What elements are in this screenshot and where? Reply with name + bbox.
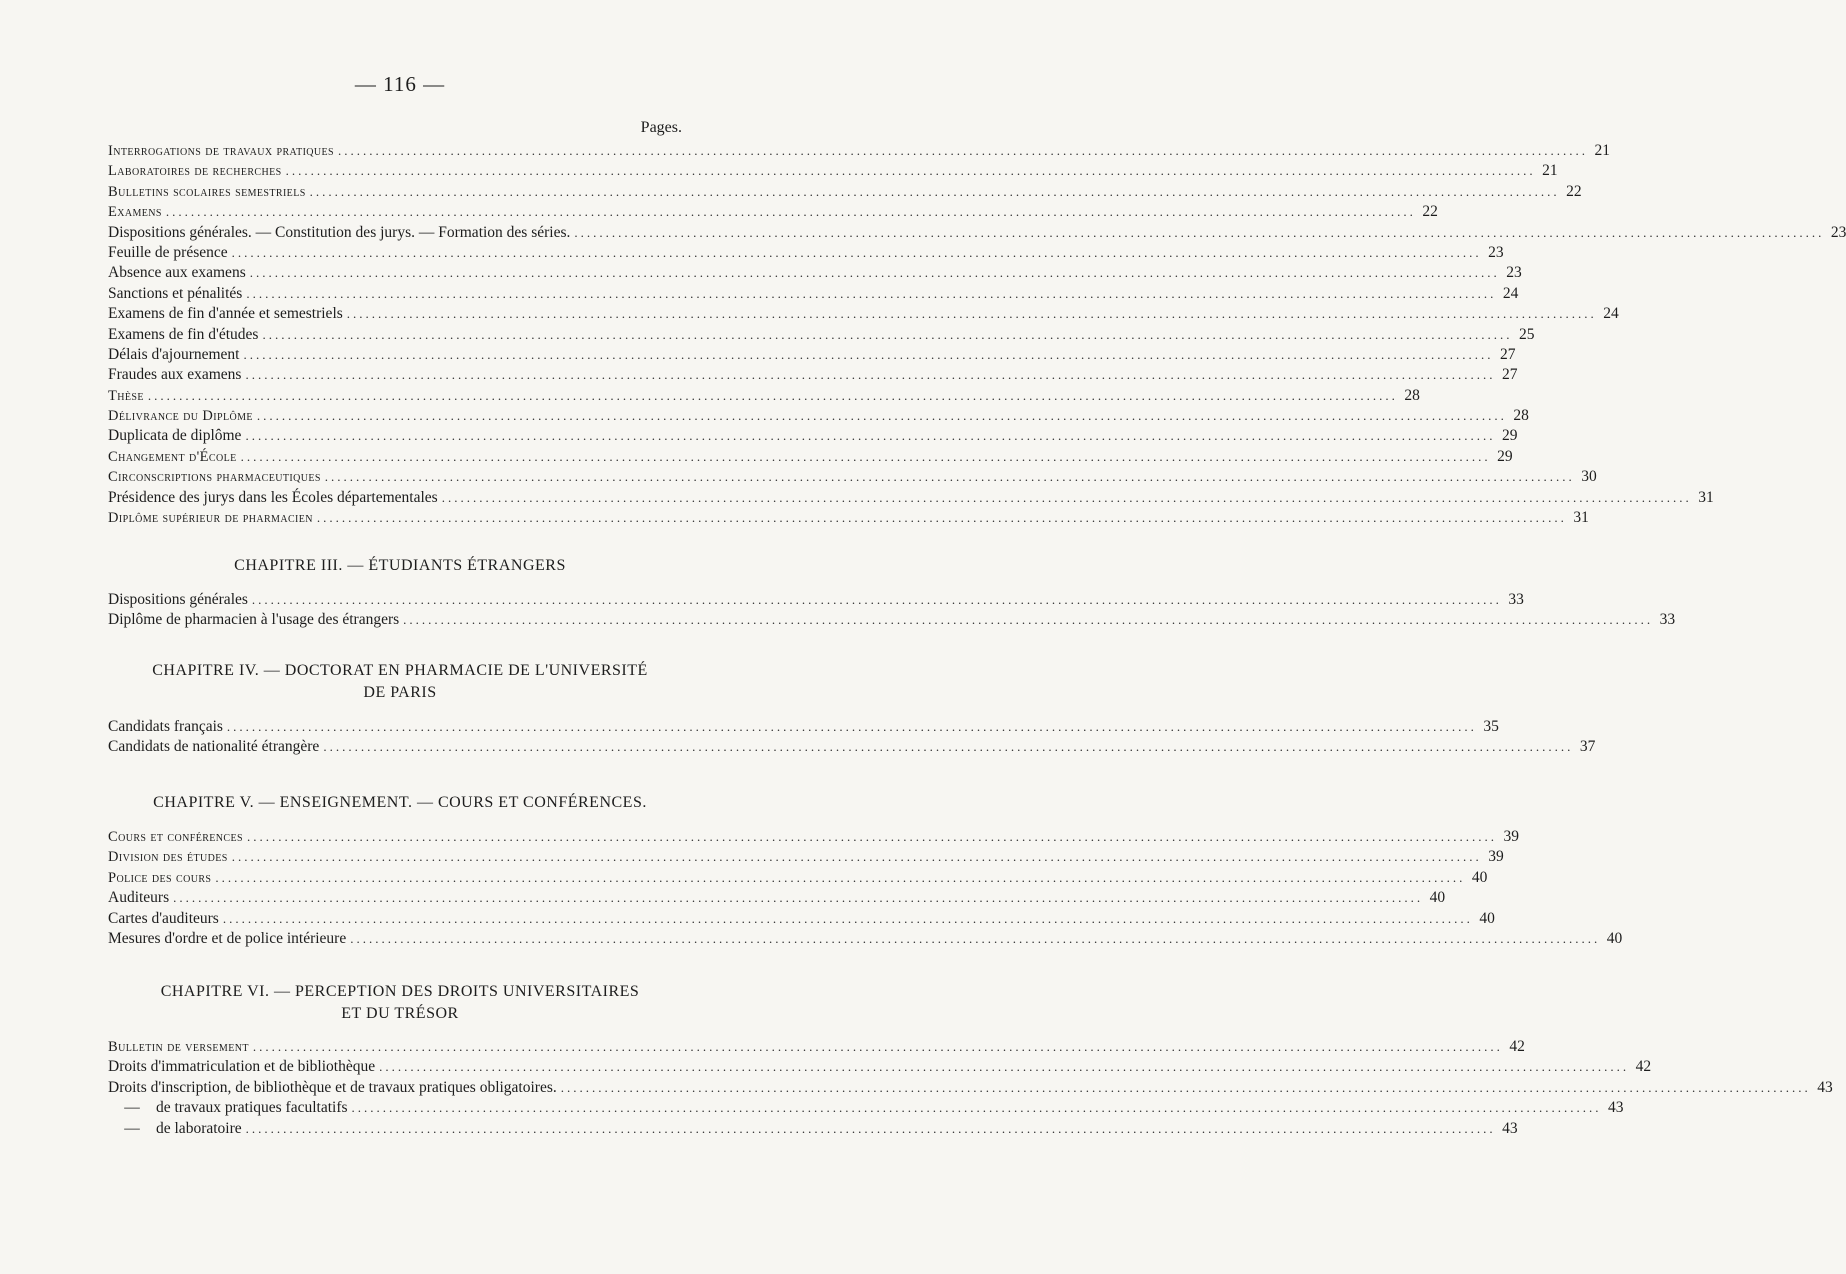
toc-section-chapter-5 — [108, 827, 1623, 949]
dot-leader: ........................................................................................................................................................................................................ — [560, 1079, 1811, 1095]
toc-entry-page: 39 — [1503, 828, 1519, 845]
dot-leader: ........................................................................................................................................................................................................ — [316, 510, 1567, 526]
toc-entry-page: 39 — [1488, 848, 1504, 866]
toc-entry-title: Mesures d'ordre et de police intérieure — [108, 929, 347, 947]
toc-entry-title: Laboratoires de recherches — [108, 163, 282, 180]
chapter-heading-line: CHAPITRE III. — ÉTUDIANTS ÉTRANGERS — [234, 557, 566, 574]
toc-entry-title: Changement d'École — [108, 448, 237, 465]
toc-entry-page: 35 — [1483, 718, 1499, 735]
toc-section-chapter-3 — [108, 590, 1676, 631]
toc-entry-page: 28 — [1404, 386, 1420, 404]
toc-entry-title: Délais d'ajournement — [108, 345, 240, 363]
chapter-heading-line: CHAPITRE IV. — DOCTORAT EN PHARMACIE DE L'UNIVERSITÉ — [152, 662, 648, 679]
toc-entry-page: 25 — [1518, 325, 1535, 343]
ditto-dash: — — [124, 1119, 140, 1137]
toc-entry-title: de laboratoire — [156, 1119, 242, 1137]
dot-leader: ........................................................................................................................................................................................................ — [165, 204, 1416, 220]
toc-entry-title: Cours et conférences — [108, 829, 243, 845]
toc-entry-page: 31 — [1573, 509, 1589, 527]
toc-entry-page: 29 — [1501, 427, 1518, 445]
dot-leader: ........................................................................................................................................................................................................ — [379, 1059, 1630, 1075]
toc-entry-title: Absence aux examens — [108, 264, 246, 282]
dot-leader: ........................................................................................................................................................................................................ — [323, 739, 1574, 755]
toc-entry-page: 23 — [1506, 264, 1522, 282]
toc-entry-page: 43 — [1817, 1078, 1833, 1096]
toc-entry-title: Sanctions et pénalités — [108, 284, 243, 302]
chapter-heading-line: ET DU TRÉSOR — [341, 1005, 459, 1022]
toc-entry-page: 40 — [1471, 868, 1488, 886]
toc-section-chapter-6 — [108, 1037, 1833, 1139]
dot-leader: ........................................................................................................................................................................................................ — [147, 387, 1398, 403]
toc-entry-title: Examens — [108, 204, 162, 221]
toc-entry-page: 23 — [1488, 243, 1504, 261]
toc-entry-page: 22 — [1422, 203, 1438, 221]
toc-entry[interactable] — [108, 243, 1504, 263]
toc-entry-page: 40 — [1606, 929, 1623, 947]
toc-entry-title: Duplicata de diplôme — [108, 427, 242, 445]
page-number: — 116 — — [354, 72, 446, 96]
toc-entry[interactable] — [108, 827, 1519, 847]
toc-entry-title: Diplôme de pharmacien à l'usage des étrangers — [108, 611, 400, 629]
dot-leader: ........................................................................................................................................................................................................ — [246, 829, 1497, 844]
toc-entry-title: Feuille de présence — [108, 243, 228, 261]
toc-entry[interactable] — [108, 447, 1513, 467]
toc-entry[interactable] — [108, 386, 1420, 406]
toc-entry-title: Police des cours — [108, 869, 212, 886]
toc-entry-title: Fraudes aux examens — [108, 366, 242, 384]
toc-entry[interactable] — [108, 909, 1495, 929]
dot-leader: ........................................................................................................................................................................................................ — [226, 719, 1477, 734]
toc-entry[interactable] — [108, 426, 1518, 446]
dot-leader: ........................................................................................................................................................................................................ — [338, 143, 1589, 158]
dot-leader: ........................................................................................................................................................................................................ — [262, 326, 1513, 342]
dot-leader: ........................................................................................................................................................................................................ — [574, 224, 1825, 240]
toc-entry-title: Candidats français — [108, 718, 223, 735]
toc-entry[interactable] — [108, 345, 1516, 365]
toc-entry-title: Division des études — [108, 849, 228, 866]
dot-leader: ........................................................................................................................................................................................................ — [245, 367, 1496, 383]
toc-entry-page: 24 — [1603, 305, 1619, 323]
toc-entry[interactable] — [108, 929, 1623, 949]
toc-entry-page: 24 — [1502, 284, 1519, 302]
dot-leader: ........................................................................................................................................................................................................ — [441, 489, 1692, 505]
dot-leader: ........................................................................................................................................................................................................ — [246, 285, 1497, 301]
toc-entry-page: 42 — [1635, 1058, 1652, 1076]
toc-entry[interactable] — [108, 737, 1596, 757]
chapter-heading-line: CHAPITRE V. — ENSEIGNEMENT. — COURS ET CONFÉRENCES. — [153, 794, 647, 811]
dot-leader: ........................................................................................................................................................................................................ — [285, 163, 1536, 179]
dot-leader: ........................................................................................................................................................................................................ — [173, 890, 1424, 906]
toc-entry-title: Diplôme supérieur de pharmacien — [108, 510, 313, 527]
chapter-4-heading — [100, 660, 700, 704]
toc-entry[interactable] — [108, 1037, 1525, 1057]
toc-entry[interactable] — [108, 365, 1518, 385]
dot-leader: ........................................................................................................................................................................................................ — [215, 869, 1466, 885]
toc-entry[interactable] — [108, 141, 1611, 161]
toc-entry-title: Candidats de nationalité étrangère — [108, 738, 320, 756]
toc-entry-page: 28 — [1513, 407, 1529, 425]
dot-leader: ........................................................................................................................................................................................................ — [245, 428, 1496, 444]
chapter-heading-line: CHAPITRE VI. — PERCEPTION DES DROITS UNIVERSITAIRES — [160, 983, 640, 1000]
toc-entry-title: Droits d'immatriculation et de bibliothèque — [108, 1058, 376, 1076]
toc-entry-title: Délivrance du Diplôme — [108, 408, 253, 425]
toc-entry[interactable] — [108, 284, 1519, 304]
dot-leader: ........................................................................................................................................................................................................ — [351, 1100, 1602, 1116]
toc-entry-page: 33 — [1659, 611, 1676, 629]
dot-leader: ........................................................................................................................................................................................................ — [245, 1120, 1496, 1136]
pages-column-label: Pages. — [640, 119, 682, 136]
toc-entry-page: 43 — [1608, 1099, 1624, 1117]
toc-entry[interactable] — [108, 161, 1558, 181]
dot-leader: ........................................................................................................................................................................................................ — [256, 408, 1507, 424]
toc-entry-title: Cartes d'auditeurs — [108, 909, 219, 927]
toc-entry[interactable] — [108, 868, 1488, 888]
dot-leader: ........................................................................................................................................................................................................ — [231, 849, 1482, 865]
toc-entry[interactable] — [108, 467, 1597, 487]
dot-leader: ........................................................................................................................................................................................................ — [251, 592, 1502, 607]
toc-entry-page: 37 — [1579, 738, 1596, 756]
toc-entry[interactable] — [108, 1119, 1518, 1139]
toc-entry[interactable] — [108, 1057, 1652, 1077]
dot-leader: ........................................................................................................................................................................................................ — [249, 265, 1500, 281]
toc-entry-page: 31 — [1698, 488, 1714, 506]
dot-leader: ........................................................................................................................................................................................................ — [252, 1039, 1503, 1054]
toc-entry[interactable] — [108, 590, 1524, 610]
toc-entry-title: Thèse — [108, 387, 144, 404]
dot-leader: ........................................................................................................................................................................................................ — [346, 306, 1597, 322]
toc-entry-title: Droits d'inscription, de bibliothèque et de travaux pratiques obligatoires. — [108, 1078, 557, 1096]
toc-entry-title: Présidence des jurys dans les Écoles départementales — [108, 488, 438, 506]
toc-section-1 — [108, 141, 1846, 528]
toc-entry-title: Circonscriptions pharmaceutiques — [108, 469, 321, 486]
toc-entry[interactable] — [108, 182, 1582, 202]
toc-entry-page: 22 — [1566, 182, 1582, 200]
dot-leader: ........................................................................................................................................................................................................ — [350, 930, 1601, 946]
toc-entry-page: 23 — [1830, 223, 1846, 241]
toc-entry-page: 21 — [1542, 162, 1558, 180]
toc-entry-title: Examens de fin d'année et semestriels — [108, 305, 343, 323]
toc-entry-title: Examens de fin d'études — [108, 325, 259, 343]
chapter-6-heading — [100, 981, 700, 1025]
toc-entry-page: 40 — [1429, 889, 1446, 907]
toc-entry-title: Bulletins scolaires semestriels — [108, 183, 306, 200]
toc-entry[interactable] — [108, 610, 1676, 630]
toc-entry-page: 27 — [1501, 366, 1518, 384]
dot-leader: ........................................................................................................................................................................................................ — [243, 346, 1494, 362]
dot-leader: ........................................................................................................................................................................................................ — [222, 910, 1473, 926]
chapter-heading-line: DE PARIS — [363, 684, 437, 701]
toc-entry[interactable] — [108, 488, 1714, 508]
toc-entry[interactable] — [108, 263, 1522, 283]
toc-entry-title: Interrogations de travaux pratiques — [108, 143, 335, 159]
toc-entry[interactable] — [108, 304, 1619, 324]
toc-entry-title: Auditeurs — [108, 889, 170, 907]
toc-entry-page: 21 — [1594, 142, 1611, 159]
toc-entry-title: Bulletin de versement — [108, 1039, 249, 1055]
dot-leader: ........................................................................................................................................................................................................ — [309, 183, 1560, 199]
toc-entry[interactable] — [108, 847, 1504, 867]
dot-leader: ........................................................................................................................................................................................................ — [231, 244, 1482, 260]
toc-entry-page: 33 — [1508, 591, 1524, 608]
toc-entry[interactable] — [108, 202, 1438, 222]
toc-entry-page: 40 — [1479, 909, 1495, 927]
ditto-dash: — — [124, 1099, 140, 1117]
chapter-3-heading — [100, 555, 700, 577]
toc-entry-title: de travaux pratiques facultatifs — [156, 1099, 348, 1117]
toc-entry-title: Dispositions générales. — Constitution des jurys. — Formation des séries. — [108, 223, 571, 241]
toc-entry[interactable] — [108, 223, 1846, 243]
toc-entry-page: 30 — [1581, 468, 1597, 486]
toc-entry-page: 29 — [1497, 447, 1513, 465]
toc-entry-page: 43 — [1502, 1119, 1518, 1137]
toc-entry-page: 42 — [1509, 1038, 1525, 1055]
toc-entry[interactable] — [108, 717, 1499, 737]
toc-entry[interactable] — [108, 1078, 1833, 1098]
toc-entry[interactable] — [108, 406, 1529, 426]
dot-leader: ........................................................................................................................................................................................................ — [324, 469, 1575, 485]
toc-entry-title: Dispositions générales — [108, 591, 248, 608]
dot-leader: ........................................................................................................................................................................................................ — [240, 448, 1491, 464]
toc-section-chapter-4 — [108, 717, 1596, 758]
toc-entry-page: 27 — [1500, 345, 1516, 363]
toc-entry[interactable] — [108, 508, 1589, 528]
dot-leader: ........................................................................................................................................................................................................ — [403, 612, 1654, 628]
toc-entry[interactable] — [108, 888, 1446, 908]
toc-entry[interactable] — [108, 1098, 1624, 1118]
chapter-5-heading — [100, 792, 700, 814]
toc-entry[interactable] — [108, 325, 1535, 345]
